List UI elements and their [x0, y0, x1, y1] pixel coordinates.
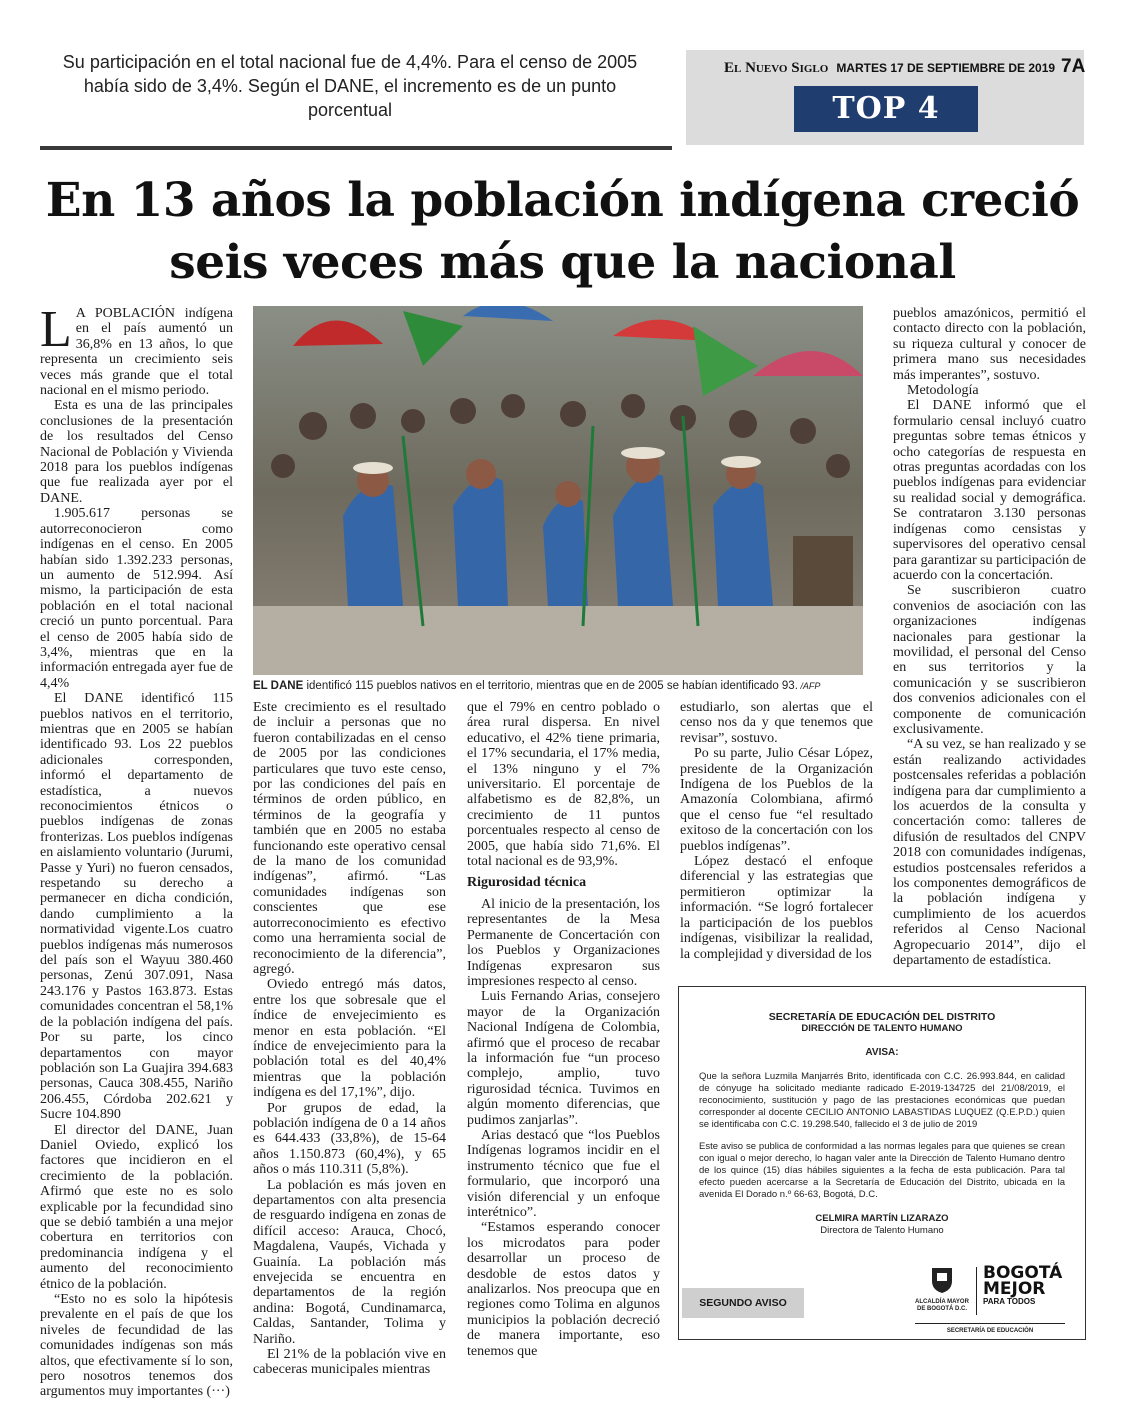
notice-body-1: Que la señora Luzmila Manjarrés Brito, identificada con C.C. 26.993.844, en calidad de cónyuge ha solicitado mediante radicado E-2019-134725 del 21/08/2019, el reconocimiento, sustitución y pago de las prestaciones económicas que puedan corresponder al docente CECILIO ANTONIO LABASTIDAS LUQUEZ (Q.E.P.D.) quien se identificaba con C.C. 19.298.540, fallecido el 3 de julio de 2019 — [699, 1071, 1065, 1130]
paragraph: “Esto no es solo la hipótesis prevalente en el país de que los niveles de fecundidad de las comunidades indígenas son más altos, que efectivamente sí lo son, pero nosotros tenemos dos argumentos muy importantes (···) — [40, 1292, 233, 1400]
article-column-3 — [467, 700, 660, 1359]
coat-of-arms-icon — [927, 1265, 957, 1295]
paragraph: estudiarlo, son alertas que el censo nos da y que tenemos que revisar”, sostuvo. — [680, 700, 873, 746]
article-column-1 — [40, 301, 233, 1400]
page-number: 7A — [1061, 56, 1086, 77]
paragraph: “Estamos esperando conocer los microdatos para poder desarrollar un proceso de desdoble de estos datos y analizarlos. Nos preocupa que en regiones como Tolima en algunos municipios la población decreció de manera importante, eso tenemos que — [467, 1220, 660, 1359]
paragraph: pueblos amazónicos, permitió el contacto directo con la población, su riqueza cultural y conocer de primera mano sus necesidades más imperantes”, sostuvo. — [893, 306, 1086, 383]
paragraph: Esta es una de las principales conclusiones de la presentación de los resultados del Censo Nacional de Población y Vivienda 2018 para los pueblos indígenas que fue realizada ayer por el DANE. — [40, 398, 233, 506]
paragraph: Luis Fernando Arias, consejero mayor de la Organización Nacional Indígena de Colombia, afirmó que el proceso de recabar la información fue “un proceso complejo, amplio, tuvo rigurosidad técnica. Tuvimos en algún momento diferencias, que pudimos zanjarlas”. — [467, 989, 660, 1128]
paragraph: Oviedo entregó más datos, entre los que sobresale que el índice de envejecimiento es menor en esta población. “El índice de envejecimiento para la población total es del 40,4% mientras que la población indígena es del 17,1%”, dijo. — [253, 977, 446, 1101]
article-column-5 — [893, 306, 1086, 968]
notice-signer: CELMIRA MARTÍN LIZARAZO — [815, 1213, 949, 1224]
headline-line-1: En 13 años la población indígena creció — [45, 173, 1080, 228]
masthead-line — [724, 56, 1086, 78]
paragraph: Metodología — [907, 383, 979, 399]
paragraph: Po su parte, Julio César López, presidente de la Organización Indígena de los Pueblos de la Amazonía Colombiana, afirmó que el censo fue “el resultado exitoso de la concertación con los pueblos indígenas”. — [680, 746, 873, 854]
notice-title: AVISA: — [865, 1047, 899, 1058]
paragraph: El 21% de la población vive en cabeceras municipales mientras — [253, 1347, 446, 1378]
paragraph: López destacó el enfoque diferencial y las estrategias que permitieron optimizar la información. “Se logró fortalecer la participación de los pueblos indígenas, visibilizar la realidad, la complejidad y diversidad de los — [680, 854, 873, 962]
paper-name: El Nuevo Siglo — [724, 60, 829, 76]
article-column-2 — [253, 700, 446, 1378]
paragraph: Por grupos de edad, la población indígena de 0 a 14 años es 644.433 (33,8%), de 15-64 años 1.150.873 (60,4%), y 65 años o más 110.311 (5,8%). — [253, 1100, 446, 1178]
deck-rule — [40, 146, 672, 150]
lead-paragraph: L A POBLACIÓN indígena en el país aumentó un 36,8% en 13 años, lo que representa un crecimiento seis veces más grande que el total nacional en el mismo periodo. — [40, 301, 233, 399]
headline — [30, 170, 1095, 294]
paragraph: Se suscribieron cuatro convenios de asociación con las organizaciones indígenas nacionales para gestionar la movilidad, el personal del Censo en sus territorios y la comunicación y se suscribieron dos convenios adicionales con el componente de comunicación exclusivamente. — [893, 583, 1086, 737]
section-label: TOP 4 — [794, 86, 978, 132]
alcaldia-logo: ALCALDÍA MAYOR DE BOGOTÁ D.C. — [915, 1265, 969, 1313]
headline-line-2: seis veces más que la nacional — [169, 235, 956, 290]
subheading: Rigurosidad técnica — [467, 875, 587, 891]
issue-date: MARTES 17 DE SEPTIEMBRE DE 2019 — [836, 61, 1056, 75]
paragraph: “A su vez, se han realizado y se están realizando actividades postcensales referidas a población indígena para dar cumplimiento a los acuerdos de la consulta y concertación como: talleres de difusión de resultados del CNPV 2018 con comunidades indígenas, estudios postcensales referidos a los componentes demográficos de la población indígena y cumplimiento de los acuerdos referidos al Censo Nacional Agropecuario 2014”, dijo el departamento de estadística. — [893, 737, 1086, 969]
legal-notice — [678, 986, 1086, 1340]
drop-cap: L — [40, 301, 72, 358]
paragraph: Este crecimiento es el resultado de incluir a personas que no fueron contabilizadas en el censo de 2005 por las condiciones particulares que tuvo este censo, por las condiciones del país en términos de orden público, en términos de la geografía y también que en 2005 no estaba funcionando este operativo censal de la mano de los comunidad indígenas”, afirmó. “Las comunidades indígenas son conscientes que ese autorreconocimiento es efectivo como una herramienta social de reconocimiento de la diferencia”, agregó. — [253, 700, 446, 977]
paragraph: La población es más joven en departamentos con alta presencia de resguardo indígena en zonas de difícil acceso: Arauca, Chocó, Magdalena, Vaupés, Vichada y Guainía. La población más envejecida se encuentra en departamentos de la región andina: Bogotá, Cundinamarca, Caldas, Santander, Tolima y Nariño. — [253, 1177, 446, 1347]
notice-dept: DIRECCIÓN DE TALENTO HUMANO — [801, 1023, 963, 1034]
photo-credit: /AFP — [797, 681, 821, 691]
deck-text: Su participación en el total nacional fue de 4,4%. Para el censo de 2005 había sido de 3,4%. Según el DANE, el incremento es de un punto porcentual — [62, 52, 638, 120]
paragraph: El DANE identificó 115 pueblos nativos en el territorio, mientras que en 2005 se habían identificado 93. Los 22 pueblos adicionales corresponden, informó el departamento de estadística, a nuevos reconocimientos étnicos o pueblos indígenas de zonas fronterizas. Los pueblos indígenas en aislamiento voluntario (Jurumi, Passe y Yuri) no fueron censados, respetando su derecho a permanecer en dicha condición, dando cumplimiento a la normatividad vigente.Los cuatro pueblos indígenas más numerosos del país son el Wayuu 380.460 personas, Zenú 307.091, Nasa 243.176 y Pastos 163.873. Estas comunidades concentran el 58,1% de la población indígena del país. Por su parte, los cinco departamentos con mayor población son La Guajira 394.683 personas, Cauca 308.455, Nariño 206.455, Córdoba 202.621 y Sucre 104.890 — [40, 691, 233, 1123]
paragraph: El DANE informó que el formulario censal incluyó cuatro preguntas sobre temas étnicos y ocho categorías de respuesta en otras preguntas acordadas con los pueblos indígenas para evidenciar su realidad social y demográfica. Se contrataron 3.130 personas indígenas como censistas y supervisores del operativo censal para garantizar su participación de acuerdo con la concertación. — [893, 398, 1086, 583]
paragraph: que el 79% en centro poblado o área rural dispersa. En nivel educativo, el 42% tiene primaria, el 17% secundaria, el 17% media, el 13% ninguno y el 7% universitario. El porcentaje de alfabetismo es de 82,8%, un crecimiento de 11 puntos porcentuales respecto al censo de 2005, que había sido 71,6%. El total nacional es de 93,9%. — [467, 700, 660, 870]
notice-body-2: Este aviso se publica de conformidad a las normas legales para que quienes se crean con igual o mejor derecho, lo hagan valer ante la Dirección de Talento Humano dentro de los quince (15) días hábiles siguientes a la fecha de esta publicación. Para tal efecto pueden acercarse a la Secretaría de Educación del Distrito, ubicada en la avenida El Dorado n.º 66-63, Bogotá, D.C. — [699, 1141, 1065, 1200]
paragraph: 1.905.617 personas se autorreconocieron como indígenas en el censo. En 2005 habían sido 1.392.233 personas, un aumento de 512.994. Así mismo, la participación de esta población en el total nacional creció un punto porcentual. Para el censo de 2005 había sido de 3,4%, mientras que en la información entregada ayer fue de 4,4% — [40, 506, 233, 691]
segundo-aviso-tag: SEGUNDO AVISO — [682, 1288, 804, 1318]
paragraph: El director del DANE, Juan Daniel Oviedo, explicó los factores que incidieron en el crecimiento de la población. Afirmó que este no es solo explicable por la fecundidad sino que se debió también a una mejor cobertura en territorios con predominancia indígena y el aumento del reconocimiento étnico de la población. — [40, 1122, 233, 1292]
paragraph: Arias destacó que “los Pueblos Indígenas logramos incidir en el instrumento técnico que fue el formulario, que incorporó una visión diferencial y un enfoque interétnico”. — [467, 1127, 660, 1220]
photo-caption: EL DANE identificó 115 pueblos nativos en el territorio, mientras que en de 2005 se habían identificado 93. /AFP — [253, 680, 821, 692]
paragraph: Al inicio de la presentación, los representantes de la Mesa Permanente de Concertación con los Pueblos y Organizaciones Indígenas expresaron sus impresiones respecto al censo. — [467, 896, 660, 989]
bogota-mejor-logo: BOGOTÁ MEJOR PARA TODOS — [983, 1263, 1063, 1306]
article-column-4 — [680, 700, 873, 962]
news-photo — [253, 306, 863, 675]
notice-signer-title: Directora de Talento Humano — [820, 1225, 944, 1236]
logo-footer: SECRETARÍA DE EDUCACIÓN — [915, 1323, 1065, 1337]
notice-org: SECRETARÍA DE EDUCACIÓN DEL DISTRITO — [768, 1011, 996, 1023]
